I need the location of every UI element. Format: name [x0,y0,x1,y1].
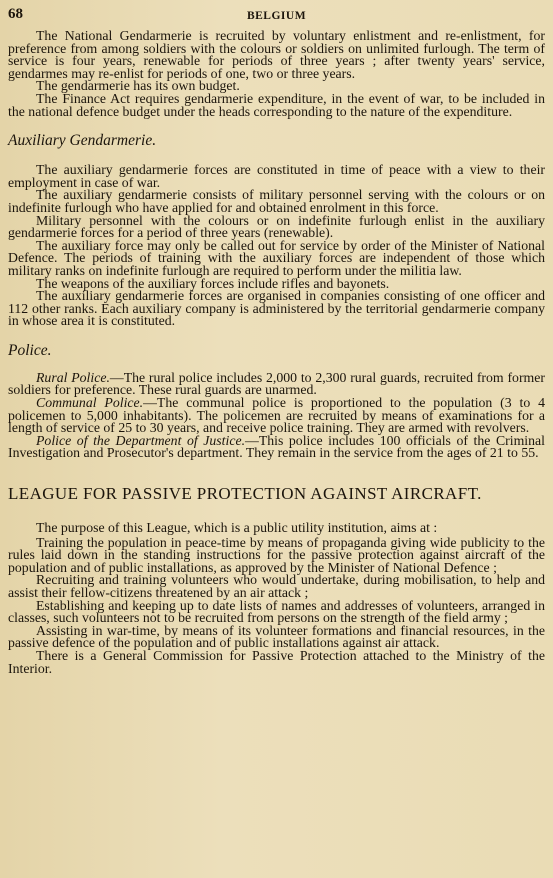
paragraph: Assisting in war-time, by means of its volunteer formations and financial resources, in the passive defence of the population and of public installations against air attack. [8,622,545,651]
paragraph: Recruiting and training volunteers who would undertake, during mobilisation, to help and assist their fellow-citizens threatened by an air attack ; [8,572,545,600]
paragraph-rural-police [8,369,545,398]
paragraph: Establishing and keeping up to date lists of names and addresses of volunteers, arranged in classes, such volunteers not to be recruited from persons on the strength of the field army ; [8,597,545,626]
paragraph: The Finance Act requires gendarmerie expenditure, in the event of war, to be included in the national defence budget under the heads corresponding to the nature of the expenditure. [8,90,545,119]
gendarmerie-section [8,30,545,118]
police-section [8,369,545,461]
communal-police-text: —The communal police is proportioned to the population (3 to 4 policemen to 5,000 inhabitants). The policemen are recruited by means of examinations for a length of service of 25 to 30 years, and receive police training. They are armed with revolvers. [8,395,545,436]
paragraph-communal-police [8,397,545,435]
paragraph: The National Gendarmerie is recruited by voluntary enlistment and re-enlistment, for preference from among soldiers with the colours or soldiers on unlimited furlough. The term of service is four years, renewable for periods of three years ; after twenty years' service, gendarmes may re-enlist for periods of one, two or three years. [8,28,545,81]
paragraph: The auxiliary gendarmerie forces are organised in companies consisting of one officer and 112 other ranks. Each auxiliary company is administered by the territorial gendarmerie company in whose area it is constituted. [8,288,545,329]
page-header [8,4,545,30]
rural-police-text: —The rural police includes 2,000 to 2,300 rural guards, recruited from former soldiers for preference. These rural guards are unarmed. [8,369,545,398]
page-number: 68 [8,6,23,22]
paragraph: Training the population in peace-time by means of propaganda giving wide publicity to the rules laid down in the standing instructions for the passive protection against aircraft of the population and of public installations, as approved by the Minister of National Defence ; [8,534,545,575]
justice-police-text: —This police includes 100 officials of the Criminal Investigation and Prosecutor's department. They remain in the service from the ages of 21 to 55. [8,432,545,461]
paragraph: The purpose of this League, which is a public utility institution, aims at : [36,520,438,536]
rural-police-label: Rural Police. [36,369,110,385]
paragraph: The auxiliary force may only be called out for service by order of the Minister of National Defence. The periods of training with the auxiliary forces are independent of those which military ranks on indefinite furlough are required to perform under the militia law. [8,237,545,278]
paragraph: Military personnel with the colours or on indefinite furlough enlist in the auxiliary gendarmerie forces for a period of three years (renewable). [8,212,545,241]
section-heading-league: LEAGUE FOR PASSIVE PROTECTION AGAINST AIRCRAFT. [8,484,482,504]
paragraph: The weapons of the auxiliary forces include rifles and bayonets. [36,275,390,291]
justice-police-label: Police of the Department of Justice. [36,432,246,448]
auxiliary-section [8,164,545,328]
paragraph: The auxiliary gendarmerie consists of military personnel serving with the colours or on indefinite furlough who have applied for and obtained enrolment in this force. [8,187,545,215]
section-heading-police: Police. [8,341,52,359]
communal-police-label: Communal Police. [36,395,144,411]
paragraph-justice-police [8,432,545,461]
section-heading-auxiliary-gendarmerie: Auxiliary Gendarmerie. [8,132,157,150]
running-head: BELGIUM [246,10,307,22]
paragraph: The gendarmerie has its own budget. [36,78,240,94]
league-section [8,522,545,675]
paragraph: There is a General Commission for Passive Protection attached to the Ministry of the Interior. [8,647,545,676]
paragraph: The auxiliary gendarmerie forces are constituted in time of peace with a view to their employment in case of war. [8,162,545,190]
